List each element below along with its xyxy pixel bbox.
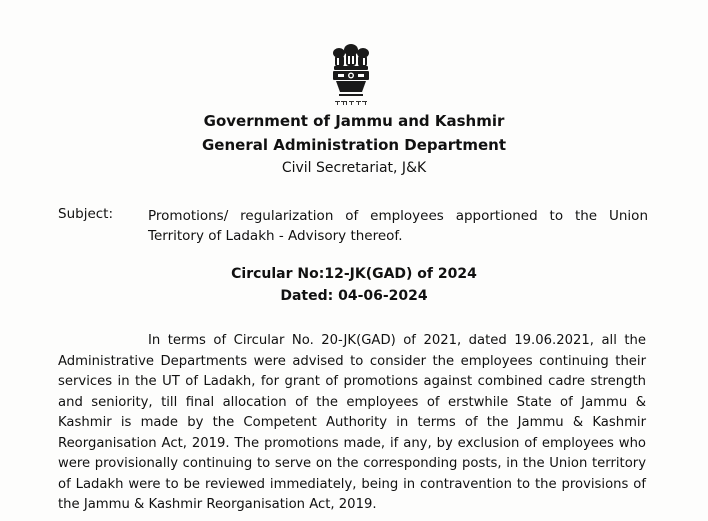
circular-date: Dated: 04-06-2024	[280, 288, 428, 304]
government-title: Government of Jammu and Kashmir	[203, 112, 505, 130]
subject-text: Promotions/ regularization of employees apportioned to the Union Territory of Ladakh - Advisory thereof.	[148, 208, 648, 244]
emblem-motto	[334, 100, 368, 106]
department-title: General Administration Department	[202, 136, 506, 154]
body-paragraph: In terms of Circular No. 20-JK(GAD) of 2021, dated 19.06.2021, all the Administrative Departments were advised to consider the employees continuing their services in the UT of Ladakh, for grant of promotions against combined cadre strength and seniority, till final allocation of the employees of erstwhile State of Jammu & Kashmir is made by the Competent Authority in terms of the Jammu & Kashmir Reorganisation Act, 2019. The promotions made, if any, by exclusion of employees who were provisionally continuing to serve on the corresponding posts, in the Union territory of Ladakh were to be reviewed immediately, being in contravention to the provisions of the Jammu & Kashmir Reorganisation Act, 2019.	[58, 333, 646, 512]
subject-label: Subject:	[58, 206, 114, 222]
office-title: Civil Secretariat, J&K	[281, 160, 427, 176]
national-emblem-icon	[326, 42, 376, 104]
circular-number: Circular No:12-JK(GAD) of 2024	[231, 266, 477, 282]
